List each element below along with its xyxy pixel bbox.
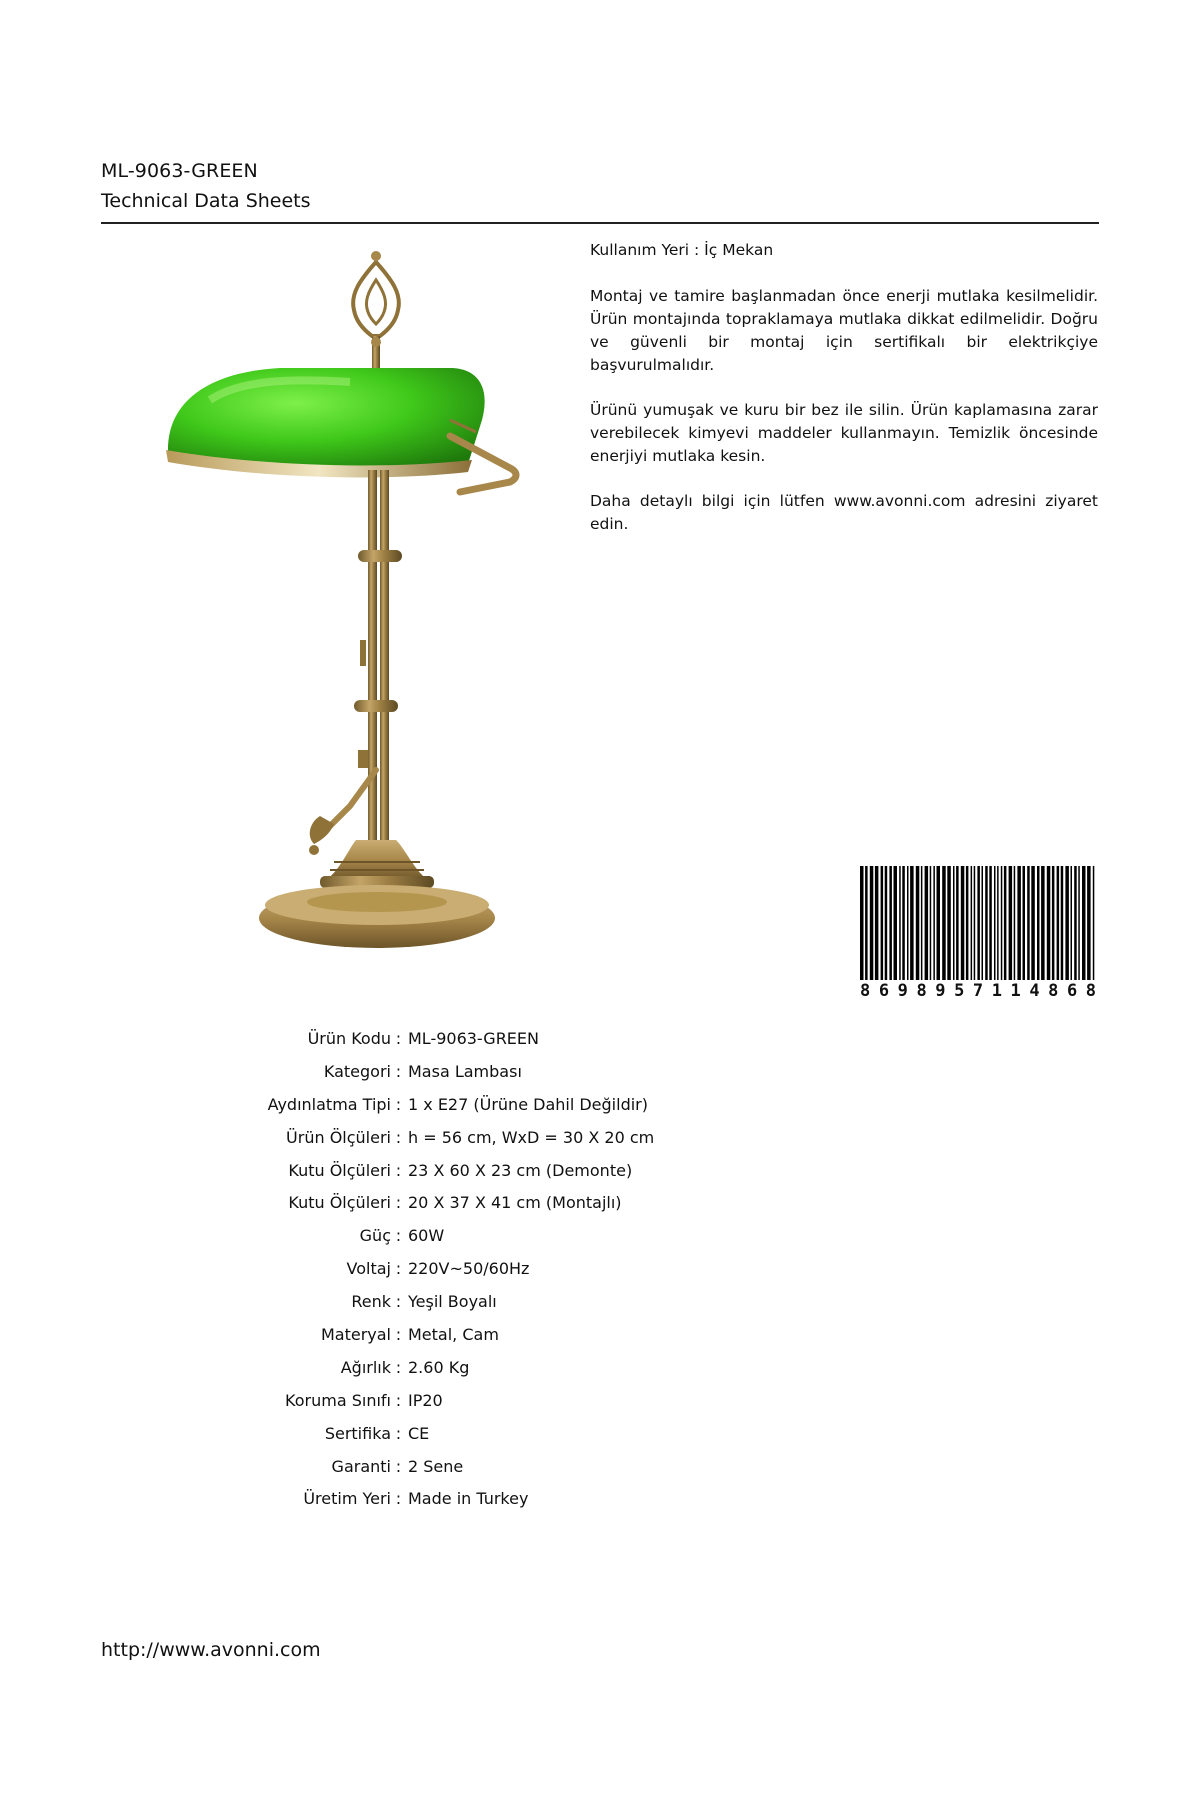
document-title: Technical Data Sheets — [101, 190, 311, 212]
barcode-digit: 5 — [954, 981, 965, 1001]
spec-value: Metal, Cam — [408, 1324, 499, 1344]
spec-label: Kutu Ölçüleri — [288, 1193, 391, 1213]
barcode-bars — [858, 866, 1098, 980]
barcode-bar — [1052, 866, 1055, 980]
spec-value: Masa Lambası — [408, 1061, 522, 1081]
spec-separator: : — [395, 1357, 402, 1377]
barcode-bar — [974, 866, 976, 980]
spec-separator: : — [395, 1390, 402, 1410]
spec-label: Üretim Yeri — [303, 1489, 391, 1509]
header-divider — [101, 222, 1099, 224]
spec-row — [180, 1450, 740, 1483]
barcode-bar — [1087, 866, 1091, 980]
barcode-bar — [902, 866, 905, 980]
spec-separator: : — [395, 1489, 402, 1509]
spec-value: IP20 — [408, 1390, 443, 1410]
spec-value: 23 X 60 X 23 cm (Demonte) — [408, 1160, 633, 1180]
spec-label: Sertifika — [324, 1423, 391, 1443]
barcode — [858, 866, 1098, 1002]
barcode-bar — [910, 866, 914, 980]
barcode-bar — [1001, 866, 1003, 980]
spec-separator: : — [395, 1292, 402, 1312]
barcode-bar — [994, 866, 996, 980]
barcode-bar — [885, 866, 888, 980]
barcode-digit: 4 — [1029, 981, 1040, 1001]
spec-value: h = 56 cm, WxD = 30 X 20 cm — [408, 1127, 655, 1147]
barcode-digit: 6 — [1066, 981, 1078, 1001]
spec-row — [180, 1055, 740, 1088]
spec-separator: : — [395, 1324, 402, 1344]
spec-label: Voltaj — [346, 1259, 391, 1279]
barcode-bar — [1041, 866, 1045, 980]
spec-separator: : — [395, 1160, 402, 1180]
barcode-bar — [1071, 866, 1073, 980]
spec-label: Ürün Kodu — [307, 1028, 391, 1048]
barcode-bar — [860, 866, 864, 980]
spec-row — [180, 1154, 740, 1187]
spec-row — [180, 1285, 740, 1318]
spec-row — [180, 1121, 740, 1154]
spec-value: 2.60 Kg — [408, 1357, 470, 1377]
usage-location: Kullanım Yeri : İç Mekan — [590, 241, 774, 259]
spec-separator: : — [395, 1094, 402, 1114]
barcode-bar — [1074, 866, 1077, 980]
spec-separator: : — [395, 1028, 402, 1048]
spec-separator: : — [395, 1259, 402, 1279]
barcode-bar — [1027, 866, 1030, 980]
barcode-bar — [966, 866, 969, 980]
barcode-digit: 8 — [860, 981, 871, 1001]
barcode-digit: 9 — [935, 981, 946, 1001]
spec-row — [180, 1252, 740, 1285]
barcode-digit: 6 — [878, 981, 890, 1001]
spec-label: Ağırlık — [340, 1357, 391, 1377]
barcode-bar — [1061, 866, 1064, 980]
spec-row — [180, 1384, 740, 1417]
barcode-bar — [1023, 866, 1026, 980]
barcode-bar — [953, 866, 955, 980]
barcode-bar — [899, 866, 901, 980]
spec-separator: : — [395, 1127, 402, 1147]
barcode-bar — [930, 866, 932, 980]
spec-row — [180, 1417, 740, 1450]
spec-value: Made in Turkey — [408, 1489, 529, 1509]
spec-label: Aydınlatma Tipi — [267, 1094, 391, 1114]
barcode-bar — [1037, 866, 1040, 980]
cleaning-notice: Ürünü yumuşak ve kuru bir bez ile silin. Ürün kaplamasına zarar verebilecek kimyevi maddeler kullanmayın. Temizlik öncesinde enerjiyi mutlaka kesin. — [590, 401, 1098, 465]
spec-label: Kutu Ölçüleri — [288, 1160, 391, 1180]
finial — [353, 251, 399, 376]
barcode-bar — [1093, 866, 1095, 980]
barcode-bar — [875, 866, 879, 980]
barcode-bar — [1014, 866, 1016, 980]
barcode-bar — [889, 866, 892, 980]
spec-label: Ürün Ölçüleri — [286, 1127, 391, 1147]
spec-value: 20 X 37 X 41 cm (Montajlı) — [408, 1193, 622, 1213]
barcode-bar — [1017, 866, 1021, 980]
barcode-digit: 7 — [972, 981, 984, 1001]
spec-label: Güç — [359, 1226, 391, 1246]
barcode-bar — [1004, 866, 1007, 980]
spec-value: 220V~50/60Hz — [408, 1259, 530, 1279]
spec-separator: : — [395, 1061, 402, 1081]
spec-value: CE — [408, 1423, 430, 1443]
barcode-bar — [971, 866, 973, 980]
barcode-bar — [925, 866, 929, 980]
barcode-bar — [997, 866, 999, 980]
barcode-bar — [956, 866, 959, 980]
barcode-digit: 8 — [916, 981, 927, 1001]
barcode-bar — [907, 866, 909, 980]
safety-notice: Montaj ve tamire başlanmadan önce enerji mutlaka kesilmelidir. Ürün montajında topraklamaya mutlaka dikkat edilmelidir. Doğru ve güvenli bir montaj için sertifikalı bir elektrikçiye başvurulmalıdır. — [590, 287, 1098, 374]
barcode-bar — [942, 866, 946, 980]
document-header — [101, 156, 1099, 224]
barcode-bar — [933, 866, 935, 980]
spec-value: ML-9063-GREEN — [408, 1028, 539, 1048]
lamp-base — [259, 840, 495, 948]
barcode-bar — [937, 866, 941, 980]
barcode-bar — [870, 866, 874, 980]
barcode-bar — [1065, 866, 1069, 980]
spec-row — [180, 1186, 740, 1219]
green-glass-shade — [166, 368, 485, 477]
spec-row — [180, 1088, 740, 1121]
barcode-bar — [894, 866, 898, 980]
spec-row — [180, 1351, 740, 1384]
spec-row — [180, 1022, 740, 1055]
barcode-bar — [1031, 866, 1035, 980]
barcode-bar — [961, 866, 965, 980]
barcode-digit: 1 — [1010, 981, 1021, 1001]
spec-separator: : — [395, 1226, 402, 1246]
barcode-digit: 8 — [1048, 981, 1059, 1001]
spec-value: Yeşil Boyalı — [408, 1292, 497, 1312]
barcode-bar — [989, 866, 992, 980]
model-code: ML-9063-GREEN — [101, 160, 258, 182]
barcode-bar — [1057, 866, 1060, 980]
spec-label: Garanti — [331, 1456, 391, 1476]
barcode-bar — [1078, 866, 1080, 980]
spec-value: 60W — [408, 1226, 445, 1246]
barcode-digit: 8 — [1085, 981, 1096, 1001]
banker-lamp-illustration — [150, 250, 530, 950]
barcode-bar — [1047, 866, 1051, 980]
spec-separator: : — [395, 1456, 402, 1476]
barcode-bar — [985, 866, 988, 980]
spec-label: Kategori — [323, 1061, 391, 1081]
barcode-digit: 9 — [897, 981, 908, 1001]
spec-separator: : — [395, 1193, 402, 1213]
spec-value: 2 Sene — [408, 1456, 464, 1476]
barcode-bar — [1082, 866, 1086, 980]
footer-website-url: http://www.avonni.com — [101, 1639, 321, 1661]
product-image — [150, 250, 530, 950]
barcode-bar — [865, 866, 868, 980]
more-info-notice: Daha detaylı bilgi için lütfen www.avonni.com adresini ziyaret edin. — [590, 492, 1098, 533]
barcode-bar — [982, 866, 984, 980]
barcode-bar — [1009, 866, 1013, 980]
barcode-bar — [916, 866, 920, 980]
spec-row — [180, 1318, 740, 1351]
spec-row — [180, 1219, 740, 1252]
spec-row — [180, 1482, 740, 1515]
barcode-digit: 1 — [991, 981, 1002, 1001]
barcode-bar — [977, 866, 980, 980]
spec-value: 1 x E27 (Ürüne Dahil Değildir) — [408, 1094, 648, 1114]
specifications-table — [180, 1022, 740, 1515]
spec-label: Renk — [351, 1292, 391, 1312]
barcode-bar — [947, 866, 951, 980]
info-panel — [590, 239, 1098, 558]
barcode-digits — [858, 980, 1098, 1002]
lamp-stem — [354, 470, 402, 860]
spec-label: Koruma Sınıfı — [285, 1390, 391, 1410]
spec-separator: : — [395, 1423, 402, 1443]
spec-label: Materyal — [320, 1324, 391, 1344]
barcode-bar — [881, 866, 884, 980]
barcode-bar — [921, 866, 923, 980]
